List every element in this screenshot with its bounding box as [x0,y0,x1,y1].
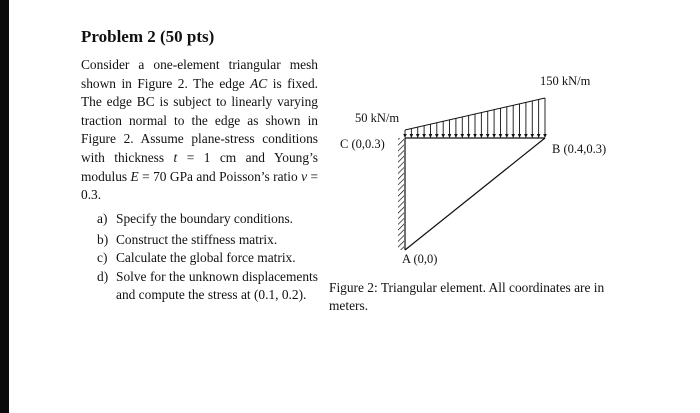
question-part [97,231,318,250]
node-b-label: B (0.4,0.3) [552,142,607,156]
traction-arrowhead [410,134,414,138]
poisson-ratio-symbol: ν [301,168,308,184]
traction-arrowhead [429,134,433,138]
part-text: Solve for the unknown displacements and compute the stress at (0.1, 0.2). [116,268,318,303]
traction-arrowhead [499,134,503,138]
question-part [97,210,318,229]
node-a-label: A (0,0) [402,252,438,266]
edge-ab [405,138,545,250]
load-left-label: 50 kN/m [355,111,400,125]
thickness-symbol: t [173,149,178,165]
traction-arrowhead [422,134,426,138]
traction-arrowhead [467,134,471,138]
traction-arrowhead [505,134,509,138]
part-label: b) [97,231,109,247]
intro-text-3: = 1 cm and Young’s modulus [81,149,318,184]
left-edge-bar [0,0,9,413]
traction-arrowhead [524,134,528,138]
part-text: Specify the boundary conditions. [116,211,294,226]
intro-text-5: = 0.3. [81,168,318,203]
problem-title: Problem 2 (50 pts) [81,27,215,46]
question-part [97,268,318,305]
part-label: d) [97,268,109,284]
problem-statement [81,56,318,205]
intro-text-2: is fixed. The edge BC is subject to linearly varying traction normal to the edge as shown in Figure 2. Assume plane-stress conditions with thickness [81,75,318,165]
intro-text-4: = 70 GPa and Poisson’s ratio [138,168,302,184]
traction-arrowhead [518,134,522,138]
part-label: c) [97,250,108,266]
traction-arrowhead [416,134,420,138]
triangle-figure [330,60,630,280]
traction-arrowhead [460,134,464,138]
traction-arrowhead [473,134,477,138]
part-text: Calculate the global force matrix. [116,250,296,266]
traction-arrowhead [492,134,496,138]
question-parts [97,210,318,305]
traction-arrowhead [530,134,534,138]
question-part [97,249,318,268]
part-text: Construct the stiffness matrix. [116,231,278,247]
traction-arrowhead [435,134,439,138]
traction-arrowhead [441,134,445,138]
edge-ac-symbol: AC [250,75,268,91]
load-right-label: 150 kN/m [540,74,591,88]
youngs-modulus-symbol: E [130,168,139,184]
figure-caption: Figure 2: Triangular element. All coordinates are in meters. [329,280,605,313]
traction-arrowhead [403,134,407,138]
traction-arrowhead [486,134,490,138]
intro-text-1: Consider a one-element triangular mesh shown in Figure 2. The edge [81,57,318,91]
traction-arrowhead [537,134,541,138]
traction-arrowhead [543,134,547,138]
node-c-label: C (0,0.3) [340,137,385,151]
part-label: a) [97,211,108,226]
traction-arrowhead [480,134,484,138]
fixed-support-hatch [398,138,404,250]
traction-arrowhead [454,134,458,138]
traction-arrowhead [448,134,452,138]
traction-arrowhead [511,134,515,138]
traction-arrows [403,98,547,138]
